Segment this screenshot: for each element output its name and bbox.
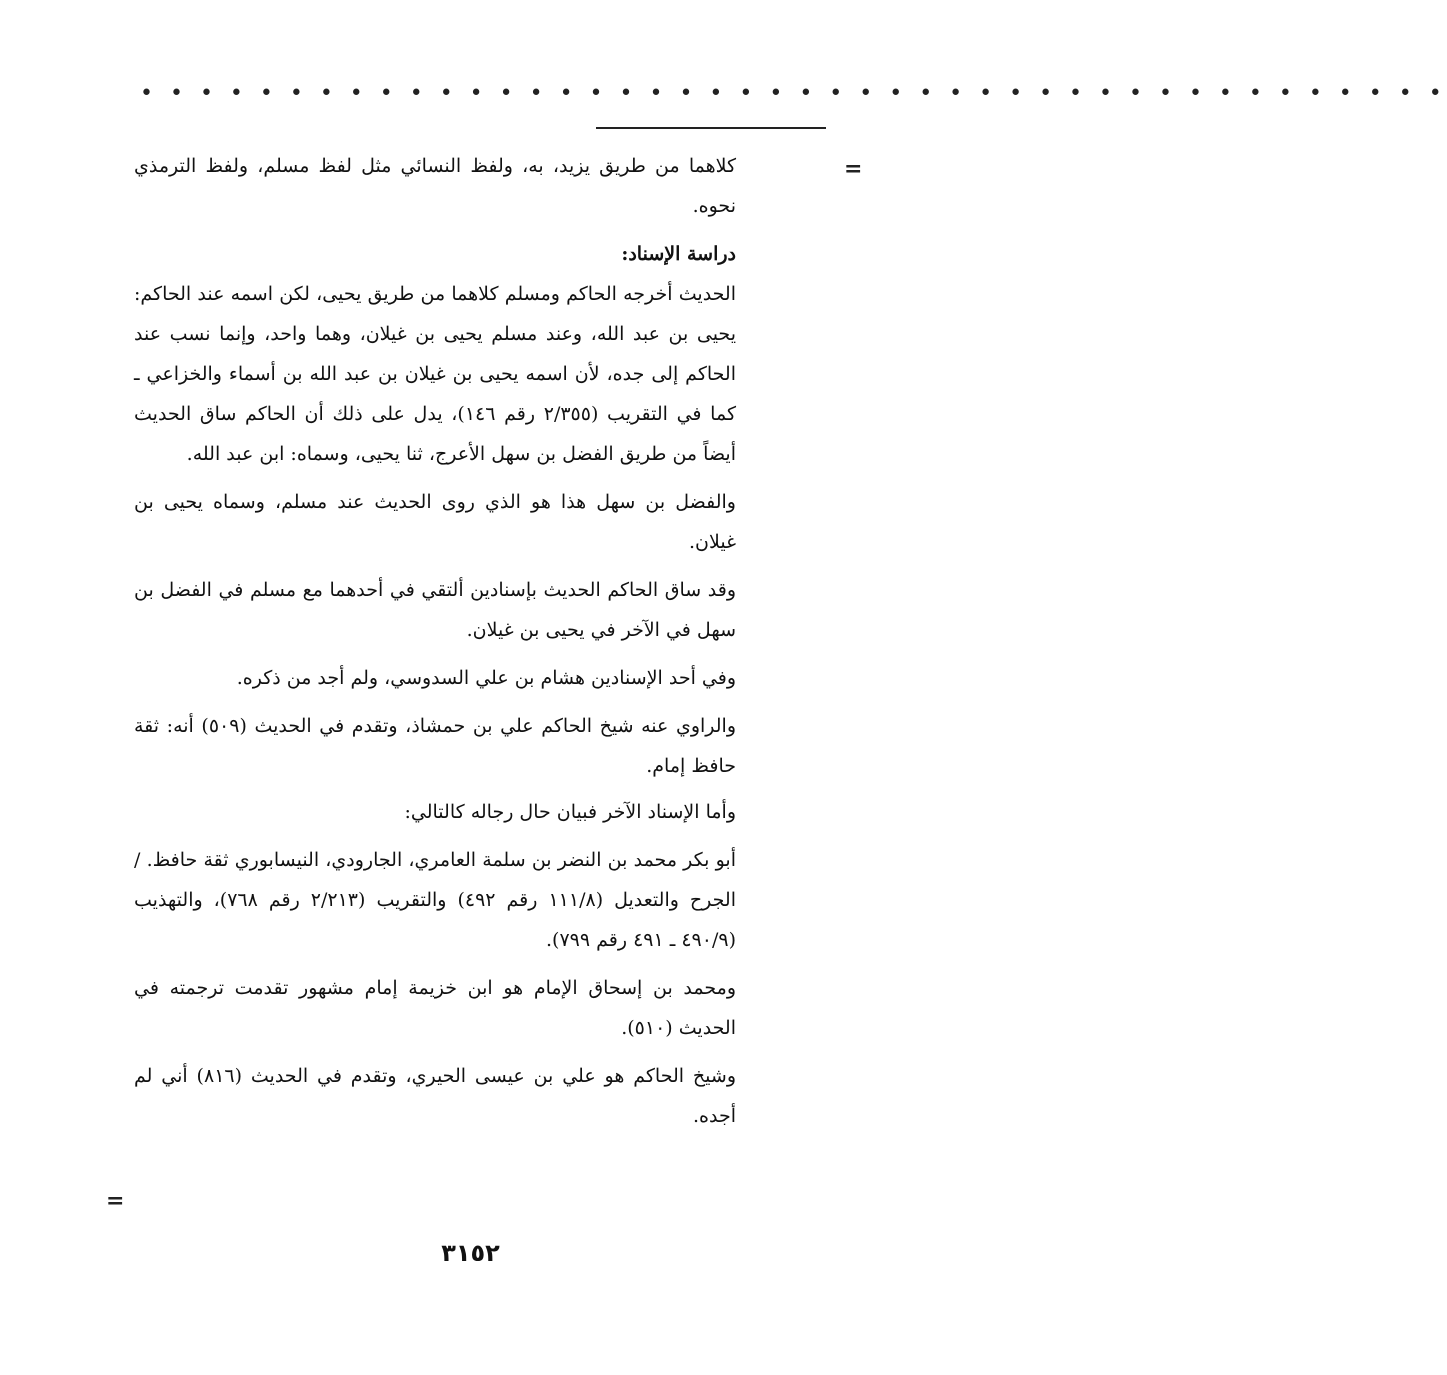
paragraph-1: كلاهما من طريق يزيد، به، ولفظ النسائي مثل لفظ مسلم، ولفظ الترمذي نحوه. <box>134 155 736 217</box>
paragraph-5: وفي أحد الإسنادين هشام بن علي السدوسي، ولم أجد من ذكره. <box>236 667 736 689</box>
paragraph-2: الحديث أخرجه الحاكم ومسلم كلاهما من طريق يحيى، لكن اسمه عند الحاكم: يحيى بن عبد الله، وعند مسلم يحيى بن غيلان، وهما واحد، وإنما نسب عند الحاكم إلى جده، لأن اسمه يحيى بن غيلان بن عبد الله بن أسماء والخزاعي ـ كما في التقريب (٢/٣٥٥ رقم ١٤٦)، يدل على ذلك أن الحاكم ساق الحديث أيضاً من طريق الفضل بن سهل الأعرج، ثنا يحيى، وسماه: ابن عبد الله. <box>134 283 736 465</box>
continuation-marker-top: = <box>844 156 863 182</box>
footnote-rule <box>596 127 826 129</box>
paragraph-10: وشيخ الحاكم هو علي بن عيسى الحيري، وتقدم في الحديث (٨١٦) أني لم أجده. <box>134 1065 736 1127</box>
paragraph-4: وقد ساق الحاكم الحديث بإسنادين ألتقي في أحدهما مع مسلم في الفضل بن سهل في الآخر في يحيى بن غيلان. <box>134 579 736 641</box>
continuation-marker-bottom: = <box>106 1188 125 1214</box>
paragraph-9: ومحمد بن إسحاق الإمام هو ابن خزيمة إمام مشهور تقدمت ترجمته في الحديث (٥١٠). <box>134 977 736 1039</box>
dotted-separator: • • • • • • • • • • • • • • • • • • • • • • • • • • • • • • • • • • • • • • • • • • • • <box>140 81 1447 106</box>
paragraph-3: والفضل بن سهل هذا هو الذي روى الحديث عند مسلم، وسماه يحيى بن غيلان. <box>134 491 736 553</box>
page-number: ٣١٥٢ <box>441 1239 500 1267</box>
paragraph-8: أبو بكر محمد بن النضر بن سلمة العامري، الجارودي، النيسابوري ثقة حافظ. / الجرح والتعديل (١١١/٨ رقم ٤٩٢) والتقريب (٢/٢١٣ رقم ٧٦٨)، والتهذيب (٤٩٠/٩ ـ ٤٩١ رقم ٧٩٩). <box>134 849 737 951</box>
section-heading: دراسة الإسناد: <box>621 243 736 265</box>
paragraph-6: والراوي عنه شيخ الحاكم علي بن حمشاذ، وتقدم في الحديث (٥٠٩) أنه: ثقة حافظ إمام. <box>134 715 737 777</box>
paragraph-7: وأما الإسناد الآخر فبيان حال رجاله كالتالي: <box>404 801 736 823</box>
page-body <box>134 146 736 1144</box>
